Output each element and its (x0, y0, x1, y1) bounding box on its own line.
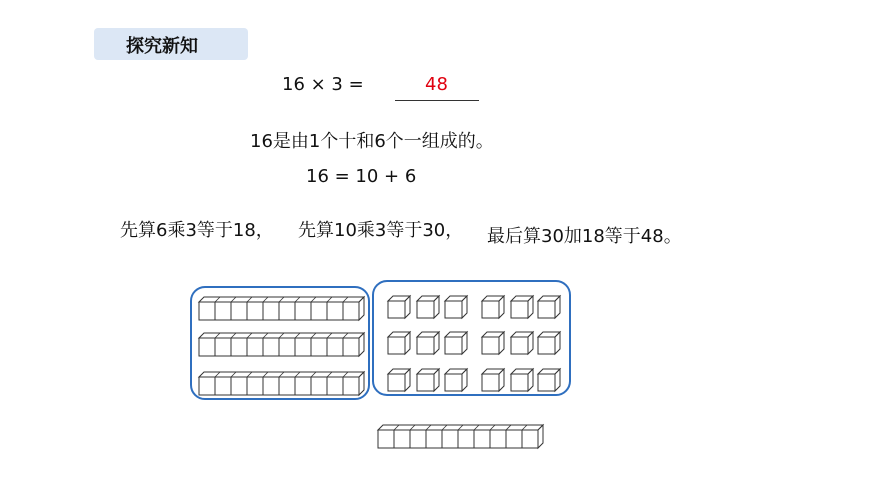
ten-rod (199, 297, 364, 320)
extra-ten-rod-group (378, 425, 543, 448)
unit-cube (511, 369, 533, 391)
unit-cube (417, 296, 439, 318)
decomposition-equation: 16 = 10 + 6 (306, 166, 417, 187)
step-1-text: 先算6乘3等于18， (120, 220, 274, 241)
unit-cube (511, 332, 533, 354)
ten-rod (378, 425, 543, 448)
tens-group (199, 297, 364, 395)
step-2-text: 先算10乘3等于30， (298, 220, 464, 241)
answer-value: 48 (425, 74, 448, 95)
unit-cube (538, 369, 560, 391)
ten-rod (199, 333, 364, 356)
unit-cube (482, 296, 504, 318)
unit-cube (388, 369, 410, 391)
unit-cube (445, 332, 467, 354)
ten-rod (199, 372, 364, 395)
step-3-text: 最后算30加18等于48。 (487, 226, 682, 247)
unit-cube (417, 332, 439, 354)
unit-cube (445, 296, 467, 318)
equation-expression: 16 × 3 = (282, 74, 364, 95)
unit-cube (511, 296, 533, 318)
unit-cube (538, 332, 560, 354)
unit-cube (388, 296, 410, 318)
unit-cube (417, 369, 439, 391)
unit-cube (538, 296, 560, 318)
section-badge-label: 探究新知 (126, 36, 198, 57)
ones-group (388, 296, 560, 391)
composition-statement: 16是由1个十和6个一组成的。 (250, 131, 494, 152)
unit-cube (482, 369, 504, 391)
unit-cube (482, 332, 504, 354)
unit-cube (388, 332, 410, 354)
unit-cube (445, 369, 467, 391)
